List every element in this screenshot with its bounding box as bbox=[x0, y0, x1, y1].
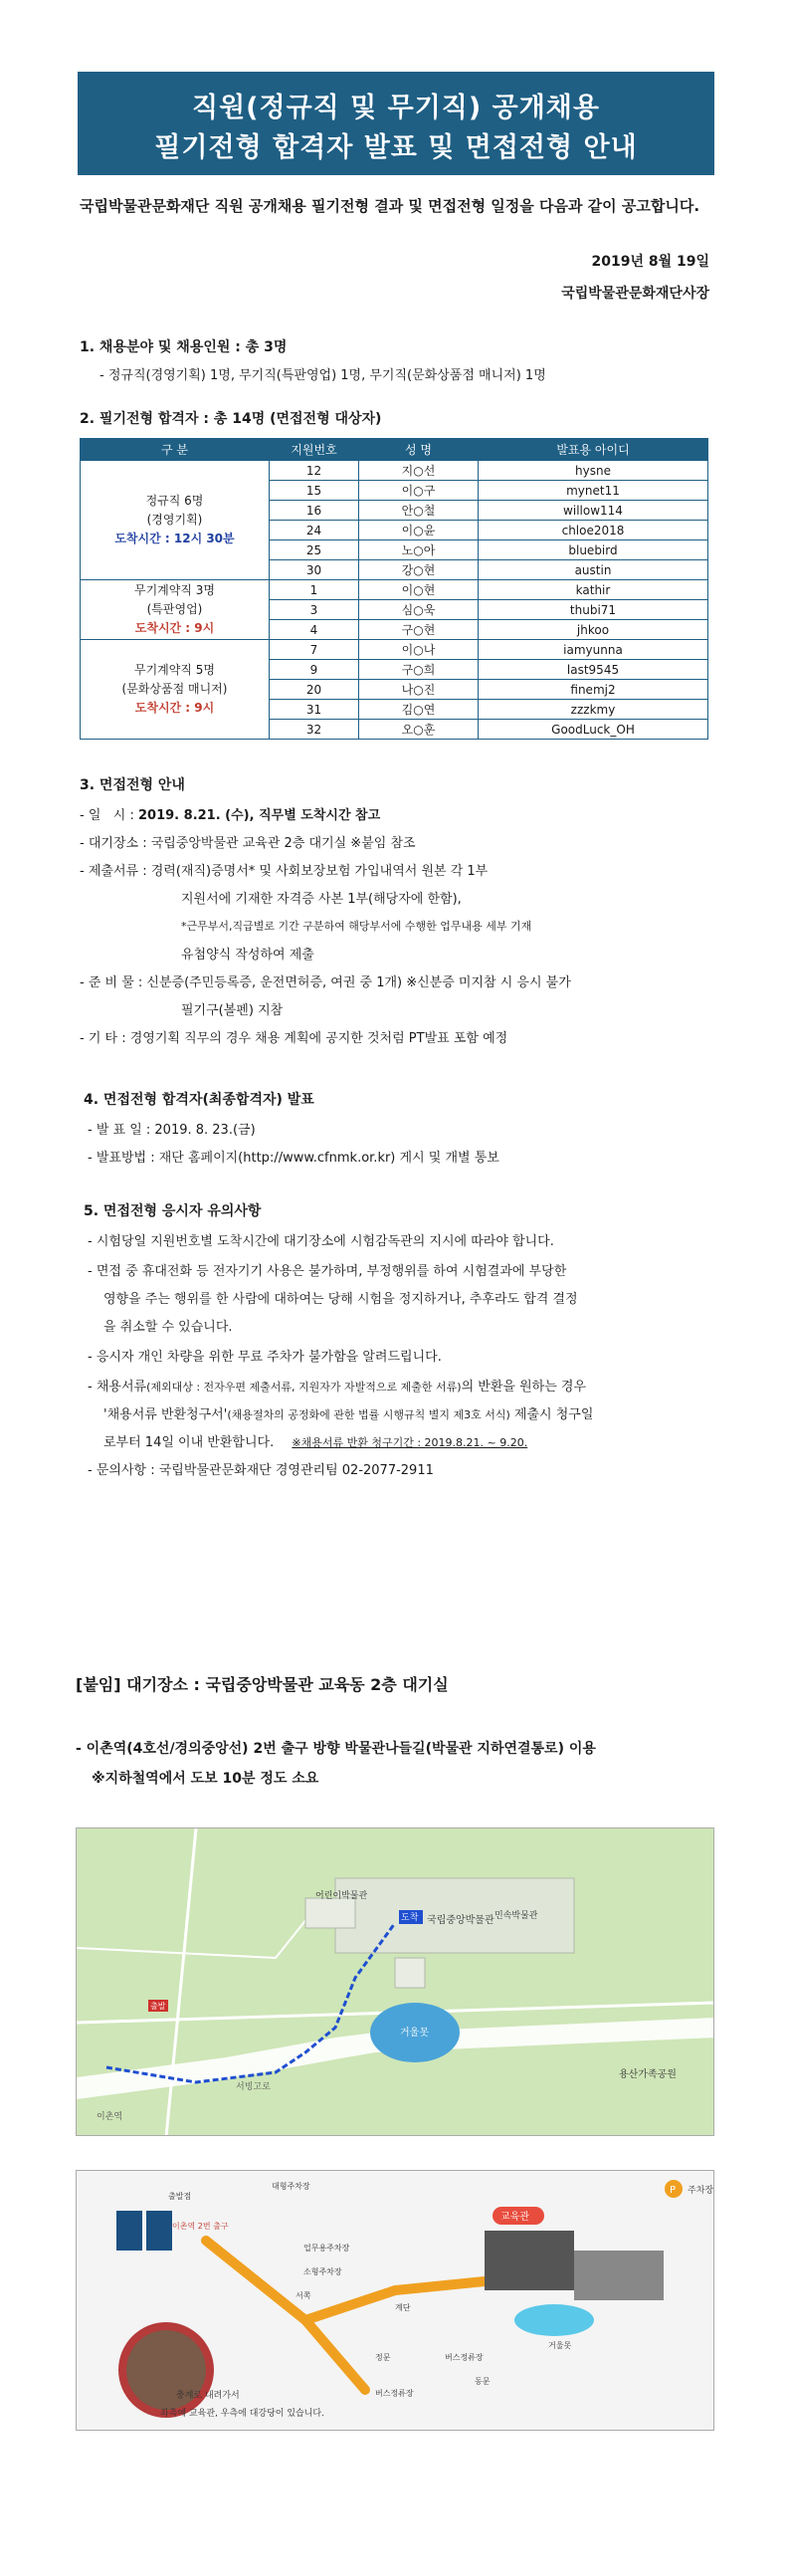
pass-table bbox=[80, 438, 708, 740]
cell-id: iamyunna bbox=[479, 640, 708, 660]
docs-line-2: 지원서에 기재한 자격증 사본 1부(해당자에 한함), bbox=[181, 892, 462, 907]
col-category: 구 분 bbox=[81, 439, 270, 461]
cell-number: 12 bbox=[270, 461, 359, 481]
return-form-tail: 제출시 청구일 bbox=[509, 1407, 594, 1422]
cell-name: 이○윤 bbox=[359, 521, 479, 540]
title-line-1: 직원(정규직 및 무기직) 공개채용 bbox=[192, 93, 600, 123]
notice-signer: 국립박물관문화재단사장 bbox=[561, 286, 709, 302]
cell-id: kathir bbox=[479, 580, 708, 600]
section4-heading: 4. 면접전형 합격자(최종합격자) 발표 bbox=[84, 1092, 314, 1108]
cell-number: 30 bbox=[270, 560, 359, 580]
return-period-note: ※채용서류 반환 청구기간 : 2019.8.21. ~ 9.20. bbox=[292, 1436, 528, 1449]
caution-line-3: 영향을 주는 행위를 한 사람에 대하여는 당해 시험을 정지하거나, 추후라도 합격 결정 bbox=[103, 1292, 578, 1307]
map1-label-children: 어린이박물관 bbox=[315, 1891, 368, 1901]
intro-text: 국립박물관문화재단 직원 공개채용 필기전형 결과 및 면접전형 일정을 다음과 같이 공고합니다. bbox=[80, 197, 700, 215]
contact-line: - 문의사항 : 국립박물관문화재단 경영관리팀 02-2077-2911 bbox=[88, 1463, 434, 1478]
map1-label-station: 이촌역 bbox=[97, 2112, 123, 2122]
map2-label-stairs: 계단 bbox=[395, 2303, 411, 2312]
cell-number: 16 bbox=[270, 501, 359, 521]
cell-name: 이○현 bbox=[359, 580, 479, 600]
group-title: 무기계약직 5명 bbox=[133, 663, 215, 677]
attachment-heading: [붙임] 대기장소 : 국립중앙박물관 교육동 2층 대기실 bbox=[76, 1675, 449, 1694]
cell-name: 김○연 bbox=[359, 700, 479, 720]
return-docs-exclusion: (제외대상 : 전자우편 제출서류, 지원자가 자발적으로 제출한 서류) bbox=[146, 1381, 462, 1394]
map1-label-folk: 민속박물관 bbox=[494, 1911, 538, 1921]
group-arrival: 도착시간 : 9시 bbox=[134, 701, 215, 715]
map2-label-west: 서쪽 bbox=[296, 2291, 311, 2300]
cell-id: willow114 bbox=[479, 501, 708, 521]
cell-number: 15 bbox=[270, 481, 359, 501]
cell-number: 7 bbox=[270, 640, 359, 660]
table-row bbox=[81, 461, 708, 481]
caution-line-8 bbox=[103, 1431, 527, 1450]
return-form-name: '채용서류 반환청구서' bbox=[103, 1407, 228, 1422]
cell-number: 3 bbox=[270, 600, 359, 620]
route-map bbox=[76, 2170, 714, 2431]
map1-label-park: 용산가족공원 bbox=[619, 2069, 677, 2080]
docs-line-1: - 제출서류 : 경력(재직)증명서* 및 사회보장보험 가입내역서 원본 각 1부 bbox=[80, 864, 489, 879]
cell-number: 24 bbox=[270, 521, 359, 540]
map2-caption-1: 충계로 내려가서 bbox=[176, 2391, 240, 2401]
interview-place: - 대기장소 : 국립중앙박물관 교육관 2층 대기실 ※붙임 참조 bbox=[80, 836, 416, 851]
map2-label-small-parking: 소형주차장 bbox=[303, 2267, 342, 2276]
caution-line-1: - 시험당일 지원번호별 도착시간에 대기장소에 시험감독관의 지시에 따라야 합니다. bbox=[88, 1234, 554, 1249]
return-docs-label: - 채용서류 bbox=[88, 1380, 147, 1395]
return-form-law: (채용절차의 공정화에 관한 법률 시행규칙 별지 제3호 서식) bbox=[227, 1408, 510, 1421]
cell-id: finemj2 bbox=[479, 680, 708, 700]
map1-label-arrive: 도착 bbox=[401, 1913, 419, 1923]
map1-label-road: 서빙고로 bbox=[236, 2082, 271, 2092]
title-line-2: 필기전형 합격자 발표 및 면접전형 안내 bbox=[154, 132, 638, 163]
map2-label-exit: 이촌역 2번 출구 bbox=[172, 2222, 229, 2231]
cell-name: 오○훈 bbox=[359, 720, 479, 740]
cell-number: 32 bbox=[270, 720, 359, 740]
table-row bbox=[81, 640, 708, 660]
cell-name: 이○나 bbox=[359, 640, 479, 660]
interview-date bbox=[80, 804, 380, 823]
area-map-drawing bbox=[77, 1828, 714, 2136]
caution-line-2: - 면접 중 휴대전화 등 전자기기 사용은 불가하며, 부정행위를 하여 시험결과에 부당한 bbox=[88, 1264, 567, 1279]
map2-label-parking: 주차장 bbox=[688, 2186, 714, 2196]
cell-name: 지○선 bbox=[359, 461, 479, 481]
cell-name: 강○현 bbox=[359, 560, 479, 580]
cell-id: mynet11 bbox=[479, 481, 708, 501]
col-id: 발표용 아이디 bbox=[479, 439, 708, 461]
cell-id: zzzkmy bbox=[479, 700, 708, 720]
prep-line-2: 필기구(볼펜) 지참 bbox=[181, 1003, 284, 1018]
col-name: 성 명 bbox=[359, 439, 479, 461]
table-header-row bbox=[81, 439, 708, 461]
map2-label-east: 동문 bbox=[475, 2377, 491, 2386]
announce-method: - 발표방법 : 재단 홈페이지(http://www.cfnmk.or.kr) 게시 및 개별 통보 bbox=[88, 1151, 499, 1166]
map1-label-pond: 거울못 bbox=[400, 2028, 429, 2039]
cell-name: 안○철 bbox=[359, 501, 479, 521]
cell-id: austin bbox=[479, 560, 708, 580]
route-map-drawing bbox=[77, 2171, 714, 2431]
title-banner bbox=[78, 72, 714, 175]
section1-heading: 1. 채용분야 및 채용인원 : 총 3명 bbox=[80, 339, 288, 355]
return-docs-tail: 의 반환을 원하는 경우 bbox=[461, 1380, 587, 1395]
group-sales bbox=[81, 580, 270, 640]
map1-label-depart: 출발 bbox=[150, 2002, 166, 2011]
cell-id: chloe2018 bbox=[479, 521, 708, 540]
cell-name: 이○구 bbox=[359, 481, 479, 501]
cell-number: 31 bbox=[270, 700, 359, 720]
map2-label-bus-1: 버스정류장 bbox=[445, 2353, 484, 2362]
map2-label-big-parking: 대형주차장 bbox=[272, 2182, 310, 2191]
return-period-text: 로부터 14일 이내 반환합니다. bbox=[103, 1435, 275, 1450]
docs-line-4: 유첨양식 작성하여 제출 bbox=[181, 948, 314, 963]
section2-heading: 2. 필기전형 합격자 : 총 14명 (면접전형 대상자) bbox=[80, 411, 382, 427]
section5-heading: 5. 면접전형 응시자 유의사항 bbox=[84, 1203, 262, 1219]
group-arrival: 도착시간 : 9시 bbox=[134, 621, 215, 635]
group-title: 무기계약직 3명 bbox=[133, 583, 215, 597]
caution-line-6 bbox=[88, 1376, 586, 1395]
map2-label-gate: 정문 bbox=[375, 2353, 391, 2362]
cell-name: 노○아 bbox=[359, 540, 479, 560]
cell-id: jhkoo bbox=[479, 620, 708, 640]
map2-label-edu: 교육관 bbox=[500, 2212, 529, 2223]
group-sub: (특판영업) bbox=[146, 602, 203, 616]
map2-caption-2: 좌측에 교육관, 우측에 대강당이 있습니다. bbox=[160, 2409, 324, 2419]
cell-name: 구○현 bbox=[359, 620, 479, 640]
interview-date-value: 2019. 8.21. (수), 직무별 도착시간 참고 bbox=[138, 808, 381, 823]
attachment-line-2: ※지하철역에서 도보 10분 정도 소요 bbox=[92, 1771, 319, 1787]
cell-name: 나○진 bbox=[359, 680, 479, 700]
map2-label-start: 출발점 bbox=[168, 2192, 192, 2201]
section1-line: - 정규직(경영기획) 1명, 무기직(특판영업) 1명, 무기직(문화상품점 매니저) 1명 bbox=[99, 368, 546, 383]
area-map bbox=[76, 1827, 714, 2136]
table-row bbox=[81, 580, 708, 600]
prep-line-1: - 준 비 물 : 신분증(주민등록증, 운전면허증, 여권 중 1개) ※신분증 미지참 시 응시 불가 bbox=[80, 975, 571, 990]
group-title: 정규직 6명 bbox=[145, 494, 204, 508]
map2-label-pond: 거울못 bbox=[548, 2341, 572, 2350]
cell-name: 구○희 bbox=[359, 660, 479, 680]
caution-line-4: 을 취소할 수 있습니다. bbox=[103, 1320, 233, 1335]
caution-line-7 bbox=[103, 1403, 593, 1422]
cell-id: hysne bbox=[479, 461, 708, 481]
cell-id: thubi71 bbox=[479, 600, 708, 620]
map1-label-museum: 국립중앙박물관 bbox=[427, 1915, 494, 1926]
cell-number: 9 bbox=[270, 660, 359, 680]
cell-number: 20 bbox=[270, 680, 359, 700]
group-sub: (경영기획) bbox=[146, 513, 203, 527]
cell-number: 25 bbox=[270, 540, 359, 560]
announce-date: - 발 표 일 : 2019. 8. 23.(금) bbox=[88, 1123, 256, 1138]
docs-line-3: *근무부서,직급별로 기간 구분하여 해당부서에 수행한 업무내용 세부 기재 bbox=[181, 920, 532, 933]
cell-id: last9545 bbox=[479, 660, 708, 680]
cell-name: 심○욱 bbox=[359, 600, 479, 620]
group-arrival: 도착시간 : 12시 30분 bbox=[114, 532, 235, 545]
section3-heading: 3. 면접전형 안내 bbox=[80, 777, 185, 793]
attachment-line-1: - 이촌역(4호선/경의중앙선) 2번 출구 방향 박물관나들길(박물관 지하연결통로) 이용 bbox=[76, 1741, 596, 1757]
cell-number: 4 bbox=[270, 620, 359, 640]
etc-line: - 기 타 : 경영기획 직무의 경우 채용 계획에 공지한 것처럼 PT발표 포함 예정 bbox=[80, 1031, 508, 1046]
map2-label-work-parking: 업무용주차장 bbox=[303, 2244, 350, 2253]
interview-date-label: - 일 시 : bbox=[80, 808, 134, 823]
group-sub: (문화상품점 매니저) bbox=[121, 682, 228, 696]
group-shop-manager bbox=[81, 640, 270, 740]
col-number: 지원번호 bbox=[270, 439, 359, 461]
map2-label-bus-2: 버스정류장 bbox=[375, 2389, 414, 2398]
notice-date: 2019년 8월 19일 bbox=[591, 254, 709, 270]
caution-line-5: - 응시자 개인 차량을 위한 무료 주차가 불가함을 알려드립니다. bbox=[88, 1350, 442, 1365]
group-regular bbox=[81, 461, 270, 580]
svg-text:P: P bbox=[670, 2185, 677, 2196]
cell-id: bluebird bbox=[479, 540, 708, 560]
cell-number: 1 bbox=[270, 580, 359, 600]
cell-id: GoodLuck_OH bbox=[479, 720, 708, 740]
